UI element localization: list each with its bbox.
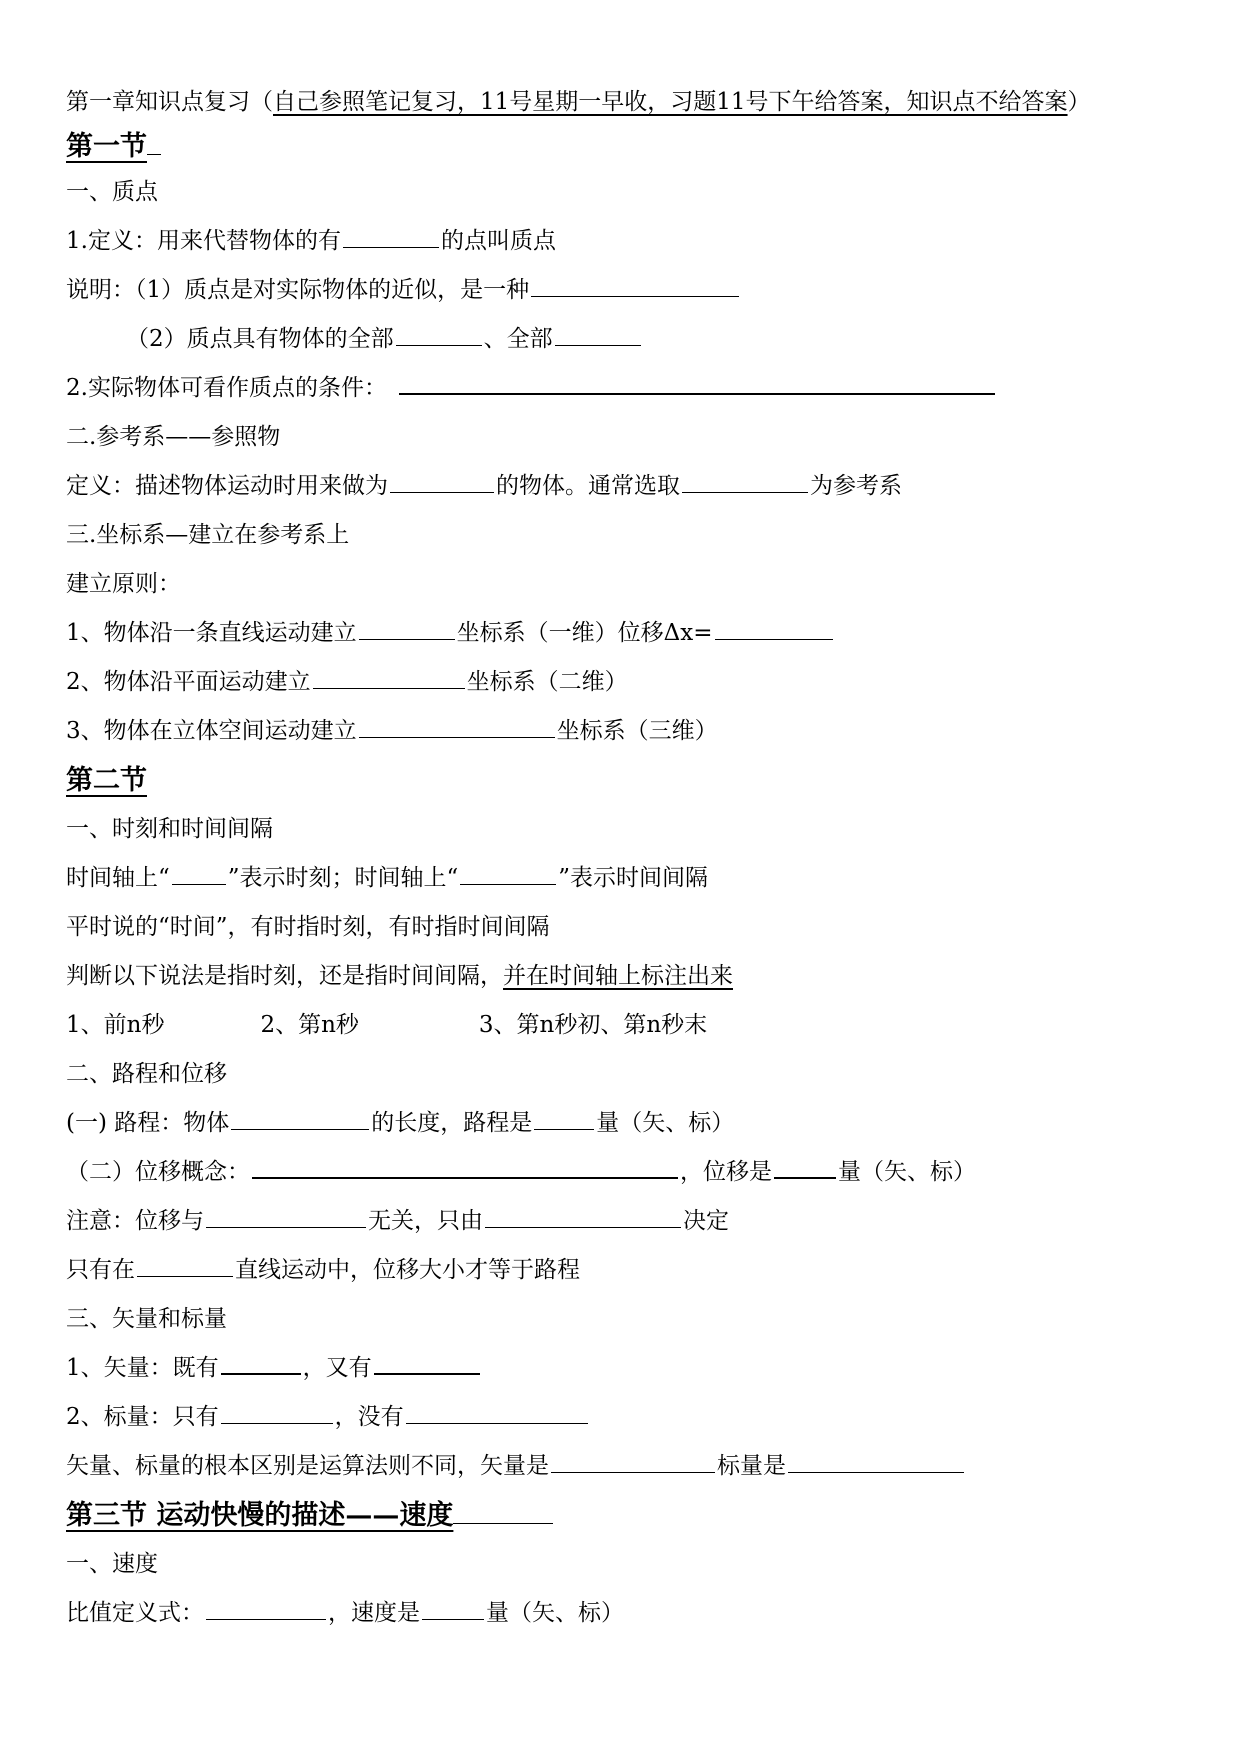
fill-blank[interactable] — [715, 611, 833, 640]
straight-text-a: 只有在 — [66, 1257, 135, 1283]
fill-blank[interactable] — [788, 1444, 964, 1473]
heading-time — [66, 805, 1186, 854]
heading-zhidian — [66, 168, 1186, 217]
path-line — [66, 1099, 1186, 1148]
coord3-text-b: 坐标系（三维） — [556, 718, 718, 744]
note1-text: 说明：（1）质点是对实际物体的近似，是一种 — [66, 277, 530, 303]
section3-heading-line — [66, 1491, 1186, 1540]
note-displacement-line — [66, 1197, 1186, 1246]
coord3-line — [66, 707, 1186, 756]
path-text-b: 的长度，路程是 — [371, 1110, 533, 1136]
definition-text-a: 1.定义：用来代替物体的有 — [66, 228, 341, 254]
section3-title: 第三节 运动快慢的描述——速度 — [66, 1500, 454, 1531]
fill-blank[interactable] — [485, 1199, 681, 1228]
displacement-line — [66, 1148, 1186, 1197]
fill-blank[interactable] — [343, 219, 439, 248]
coord2-text-a: 2、物体沿平面运动建立 — [66, 669, 311, 695]
question-2: 2、第n秒 — [260, 1012, 359, 1038]
header-prefix: 第一章知识点复习（ — [66, 89, 273, 115]
fill-blank[interactable] — [206, 1591, 326, 1620]
coord2-line — [66, 658, 1186, 707]
header-suffix: ） — [1067, 89, 1091, 115]
heading-zhidian-text: 一、质点 — [66, 179, 158, 205]
fill-blank[interactable] — [682, 464, 808, 493]
heading-underline — [453, 1493, 553, 1524]
section2-title: 第二节 — [66, 765, 147, 796]
timeline-text-a: 时间轴上“ — [66, 865, 170, 891]
fill-blank[interactable] — [534, 1101, 594, 1130]
speed-text-c: 量（矢、标） — [486, 1600, 624, 1626]
scalar-line — [66, 1393, 1186, 1442]
fill-blank[interactable] — [399, 365, 995, 395]
heading-coordinate — [66, 511, 1186, 560]
coord1-text-b: 坐标系（一维）位移Δx= — [456, 620, 713, 646]
diff-text-b: 标量是 — [717, 1453, 786, 1479]
heading-time-text: 一、时刻和时间间隔 — [66, 816, 273, 842]
timeline-line — [66, 854, 1186, 903]
speed-text-b: ，速度是 — [328, 1600, 420, 1626]
reference-text-b: 的物体。通常选取 — [496, 473, 680, 499]
fill-blank[interactable] — [531, 268, 739, 297]
condition-line — [66, 364, 1186, 413]
fill-blank[interactable] — [137, 1248, 233, 1277]
fill-blank[interactable] — [206, 1199, 366, 1228]
path-text-c: 量（矢、标） — [596, 1110, 735, 1136]
fill-blank[interactable] — [172, 856, 226, 885]
heading-coordinate-text: 三.坐标系—建立在参考系上 — [66, 522, 350, 548]
fill-blank[interactable] — [406, 1395, 588, 1424]
heading-speed — [66, 1540, 1186, 1589]
judge-text-a: 判断以下说法是指时刻，还是指时间间隔， — [66, 963, 503, 989]
path-text-a: (一) 路程：物体 — [66, 1110, 230, 1136]
worksheet — [66, 80, 1186, 1638]
straight-text-b: 直线运动中，位移大小才等于路程 — [235, 1257, 580, 1283]
heading-reference — [66, 413, 1186, 462]
scalar-text-a: 2、标量：只有 — [66, 1404, 219, 1430]
principle-line — [66, 560, 1186, 609]
speed-def-line — [66, 1589, 1186, 1638]
heading-vector — [66, 1295, 1186, 1344]
note2-text-b: 、全部 — [483, 326, 553, 352]
vector-text-b: ，又有 — [302, 1355, 372, 1381]
heading-vector-text: 三、矢量和标量 — [66, 1306, 227, 1332]
diff-text-a: 矢量、标量的根本区别是运算法则不同，矢量是 — [66, 1453, 549, 1479]
heading-reference-text: 二.参考系——参照物 — [66, 424, 281, 450]
note-text-c: 决定 — [683, 1208, 729, 1234]
fill-blank[interactable] — [460, 856, 556, 885]
scalar-text-b: ，没有 — [334, 1404, 404, 1430]
section2-heading-line — [66, 756, 1186, 805]
timeline-text-c: ”表示时间间隔 — [558, 865, 709, 891]
reference-text-a: 定义：描述物体运动时用来做为 — [66, 473, 388, 499]
coord1-text-a: 1、物体沿一条直线运动建立 — [66, 620, 357, 646]
reference-def-line — [66, 462, 1186, 511]
fill-blank[interactable] — [313, 660, 465, 689]
displacement-text-c: 量（矢、标） — [838, 1159, 976, 1185]
fill-blank[interactable] — [359, 709, 555, 738]
note-text-a: 注意：位移与 — [66, 1208, 204, 1234]
question-1: 1、前n秒 — [66, 1012, 165, 1038]
fill-blank[interactable] — [359, 611, 455, 640]
timeline-text-b: ”表示时刻；时间轴上“ — [227, 865, 459, 891]
vector-line — [66, 1344, 1186, 1393]
fill-blank[interactable] — [252, 1149, 678, 1179]
vector-scalar-diff-line — [66, 1442, 1186, 1491]
header-line — [66, 80, 1186, 124]
question-3: 3、第n秒初、第n秒末 — [478, 1012, 708, 1038]
section1-title: 第一节 — [66, 131, 147, 162]
fill-blank[interactable] — [774, 1149, 836, 1179]
fill-blank[interactable] — [221, 1395, 333, 1424]
coord1-line — [66, 609, 1186, 658]
time-note-line — [66, 903, 1186, 952]
displacement-text-a: （二）位移概念： — [66, 1159, 250, 1185]
fill-blank[interactable] — [374, 1345, 480, 1375]
note2-line — [66, 315, 1186, 364]
straight-line-note — [66, 1246, 1186, 1295]
coord3-text-a: 3、物体在立体空间运动建立 — [66, 718, 357, 744]
questions-line — [66, 1001, 1186, 1050]
vector-text-a: 1、矢量：既有 — [66, 1355, 219, 1381]
principle-text: 建立原则： — [66, 571, 181, 597]
heading-path — [66, 1050, 1186, 1099]
note-text-b: 无关，只由 — [368, 1208, 483, 1234]
note2-text-a: （2）质点具有物体的全部 — [126, 326, 394, 352]
judge-line — [66, 952, 1186, 1001]
fill-blank[interactable] — [422, 1591, 484, 1620]
fill-blank[interactable] — [396, 317, 482, 346]
heading-path-text: 二、路程和位移 — [66, 1061, 227, 1087]
judge-text-b: 并在时间轴上标注出来 — [503, 963, 733, 989]
section1-heading-line — [66, 124, 1186, 168]
definition-text-b: 的点叫质点 — [440, 228, 556, 254]
heading-speed-text: 一、速度 — [66, 1551, 158, 1577]
time-note-text: 平时说的“时间”，有时指时刻，有时指时间间隔 — [66, 914, 550, 940]
heading-underline — [147, 124, 161, 155]
note1-line — [66, 266, 1186, 315]
fill-blank[interactable] — [231, 1101, 369, 1130]
reference-text-c: 为参考系 — [810, 473, 902, 499]
fill-blank[interactable] — [390, 464, 494, 493]
condition-text: 2.实际物体可看作质点的条件： — [66, 375, 387, 401]
fill-blank[interactable] — [551, 1444, 715, 1473]
fill-blank[interactable] — [555, 317, 641, 346]
displacement-text-b: ，位移是 — [680, 1159, 772, 1185]
header-note: 自己参照笔记复习，11号星期一早收，习题11号下午给答案，知识点不给答案 — [273, 89, 1068, 115]
fill-blank[interactable] — [221, 1345, 301, 1375]
speed-text-a: 比值定义式： — [66, 1600, 204, 1626]
coord2-text-b: 坐标系（二维） — [466, 669, 628, 695]
definition-line — [66, 217, 1186, 266]
